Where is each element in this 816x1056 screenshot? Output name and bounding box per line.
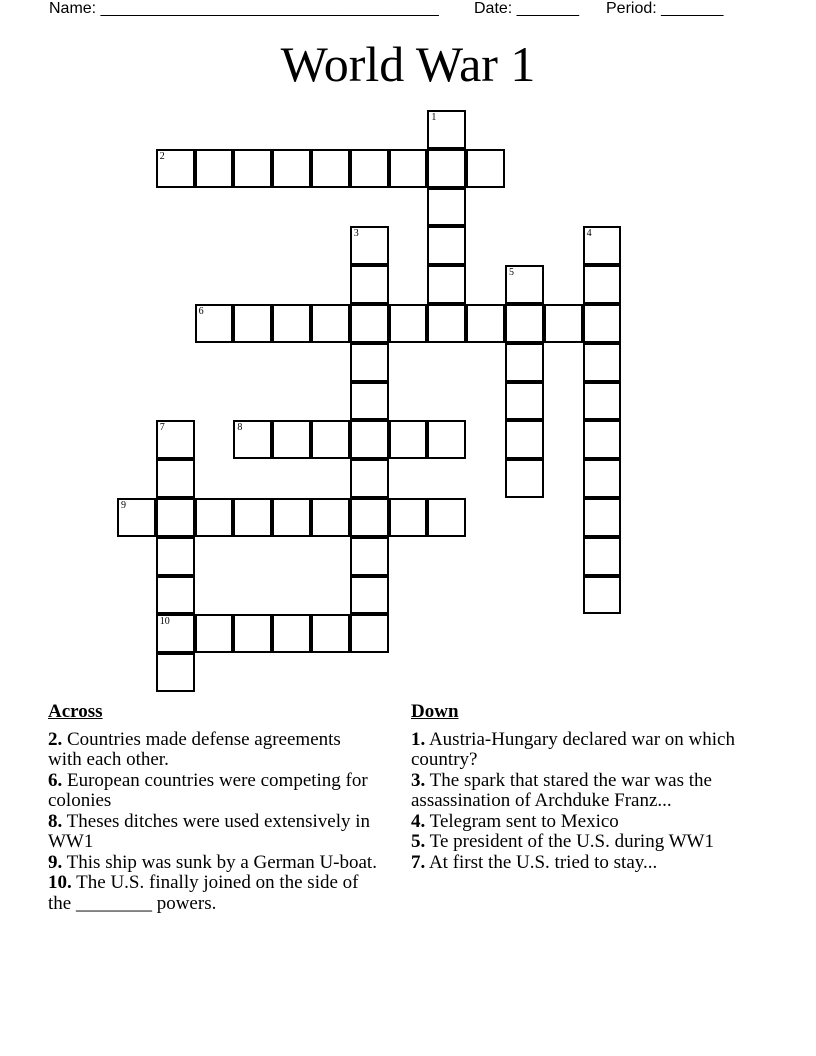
across-clue xyxy=(48,873,378,914)
crossword-cell[interactable] xyxy=(156,498,195,537)
clue-number: 2. xyxy=(48,728,63,750)
crossword-cell[interactable] xyxy=(195,304,234,343)
clue-number: 6. xyxy=(48,769,63,791)
period-field[interactable]: Period: _______ xyxy=(606,0,724,17)
clue-text: European countries were competing for colonies xyxy=(48,769,368,811)
clue-number-label: 9 xyxy=(121,500,126,511)
crossword-cell[interactable] xyxy=(156,653,195,692)
crossword-cell[interactable] xyxy=(389,498,428,537)
crossword-cell[interactable] xyxy=(233,614,272,653)
across-clue xyxy=(48,730,378,771)
down-clue xyxy=(411,832,751,853)
crossword-cell[interactable] xyxy=(350,498,389,537)
crossword-cell[interactable] xyxy=(427,265,466,304)
crossword-cell[interactable] xyxy=(350,420,389,459)
crossword-cell[interactable] xyxy=(583,226,622,265)
crossword-cell[interactable] xyxy=(427,498,466,537)
clue-number: 5. xyxy=(411,831,426,852)
crossword-cell[interactable] xyxy=(272,420,311,459)
clue-number-label: 2 xyxy=(159,150,165,162)
crossword-cell[interactable] xyxy=(505,343,544,382)
crossword-cell[interactable] xyxy=(583,343,622,382)
crossword-cell[interactable] xyxy=(350,459,389,498)
clue-number: 1. xyxy=(411,728,426,750)
date-field[interactable]: Date: _______ xyxy=(474,0,579,17)
crossword-cell[interactable] xyxy=(583,576,622,615)
crossword-cell[interactable] xyxy=(350,576,389,615)
crossword-cell[interactable] xyxy=(505,459,544,498)
page-title: World War 1 xyxy=(280,36,536,92)
down-heading: Down xyxy=(411,701,459,722)
crossword-cell[interactable] xyxy=(505,382,544,421)
crossword-cell[interactable] xyxy=(427,188,466,227)
clue-text: At first the U.S. tried to stay... xyxy=(428,851,658,873)
crossword-cell[interactable] xyxy=(350,382,389,421)
crossword-cell[interactable] xyxy=(505,304,544,343)
crossword-cell[interactable] xyxy=(311,149,350,188)
down-clue xyxy=(411,812,751,833)
crossword-cell[interactable] xyxy=(311,614,350,653)
crossword-cell[interactable] xyxy=(427,226,466,265)
down-clue xyxy=(411,771,751,812)
crossword-cell[interactable] xyxy=(156,576,195,615)
crossword-cell[interactable] xyxy=(233,420,272,459)
down-clue xyxy=(411,730,751,771)
crossword-cell[interactable] xyxy=(427,149,466,188)
clue-text: This ship was sunk by a German U-boat. xyxy=(66,851,377,873)
clue-number: 3. xyxy=(411,769,426,791)
crossword-cell[interactable] xyxy=(583,420,622,459)
crossword-cell[interactable] xyxy=(350,304,389,343)
across-clue xyxy=(48,771,378,812)
clue-text: Te president of the U.S. during WW1 xyxy=(429,831,714,852)
crossword-cell[interactable] xyxy=(233,304,272,343)
crossword-cell[interactable] xyxy=(233,498,272,537)
crossword-cell[interactable] xyxy=(389,420,428,459)
clue-number-label: 5 xyxy=(509,267,514,279)
crossword-cell[interactable] xyxy=(427,304,466,343)
crossword-cell[interactable] xyxy=(311,420,350,459)
clue-text: Theses ditches were used extensively in WW1 xyxy=(48,810,371,852)
crossword-cell[interactable] xyxy=(350,149,389,188)
crossword-cell[interactable] xyxy=(272,304,311,343)
crossword-cell[interactable] xyxy=(544,304,583,343)
clue-text: The U.S. finally joined on the side of the ________ powers. xyxy=(48,872,359,914)
crossword-cell[interactable] xyxy=(505,420,544,459)
crossword-cell[interactable] xyxy=(350,614,389,653)
crossword-cell[interactable] xyxy=(583,537,622,576)
crossword-cell[interactable] xyxy=(195,149,234,188)
down-clues xyxy=(411,702,751,873)
clue-number-label: 6 xyxy=(198,306,204,317)
crossword-cell[interactable] xyxy=(350,226,389,265)
down-clue xyxy=(411,853,751,874)
crossword-cell[interactable] xyxy=(466,149,505,188)
clue-number: 4. xyxy=(411,810,426,832)
clue-number-label: 7 xyxy=(159,422,165,434)
crossword-cell[interactable] xyxy=(350,265,389,304)
clue-number-label: 10 xyxy=(159,616,170,628)
clue-text: Austria-Hungary declared war on which country? xyxy=(411,728,735,770)
across-clue xyxy=(48,812,378,853)
crossword-cell[interactable] xyxy=(583,382,622,421)
crossword-cell[interactable] xyxy=(117,498,156,537)
crossword-cell[interactable] xyxy=(350,343,389,382)
crossword-cell[interactable] xyxy=(272,614,311,653)
crossword-cell[interactable] xyxy=(389,149,428,188)
clue-number: 7. xyxy=(411,851,426,873)
clue-text: Countries made defense agreements with each other. xyxy=(48,728,341,770)
name-field[interactable]: Name: ______________________________________ xyxy=(49,0,439,17)
crossword-cell[interactable] xyxy=(156,459,195,498)
crossword-cell[interactable] xyxy=(195,614,234,653)
clue-number-label: 4 xyxy=(586,228,592,240)
crossword-cell[interactable] xyxy=(389,304,428,343)
across-clues xyxy=(48,702,378,914)
clue-number-label: 3 xyxy=(353,228,359,240)
crossword-cell[interactable] xyxy=(427,110,466,149)
clue-text: The spark that stared the war was the assassination of Archduke Franz... xyxy=(411,769,712,811)
across-clue xyxy=(48,853,378,874)
crossword-cell[interactable] xyxy=(156,420,195,459)
crossword-cell[interactable] xyxy=(583,265,622,304)
crossword-cell[interactable] xyxy=(311,304,350,343)
crossword-cell[interactable] xyxy=(311,498,350,537)
clue-number: 8. xyxy=(48,810,63,832)
crossword-cell[interactable] xyxy=(466,304,505,343)
crossword-cell[interactable] xyxy=(427,420,466,459)
clue-text: Telegram sent to Mexico xyxy=(429,810,619,832)
clue-number-label: 1 xyxy=(431,112,437,123)
crossword-cell[interactable] xyxy=(583,304,622,343)
crossword-cell[interactable] xyxy=(156,614,195,653)
crossword-cell[interactable] xyxy=(583,498,622,537)
crossword-cell[interactable] xyxy=(272,149,311,188)
crossword-cell[interactable] xyxy=(195,498,234,537)
crossword-cell[interactable] xyxy=(505,265,544,304)
crossword-cell[interactable] xyxy=(272,498,311,537)
crossword-cell[interactable] xyxy=(156,149,195,188)
across-heading: Across xyxy=(48,701,103,722)
crossword-cell[interactable] xyxy=(583,459,622,498)
clue-number-label: 8 xyxy=(237,422,243,434)
crossword-cell[interactable] xyxy=(156,537,195,576)
clue-number: 9. xyxy=(48,851,63,873)
crossword-cell[interactable] xyxy=(233,149,272,188)
crossword-cell[interactable] xyxy=(350,537,389,576)
clue-number: 10. xyxy=(48,872,72,893)
